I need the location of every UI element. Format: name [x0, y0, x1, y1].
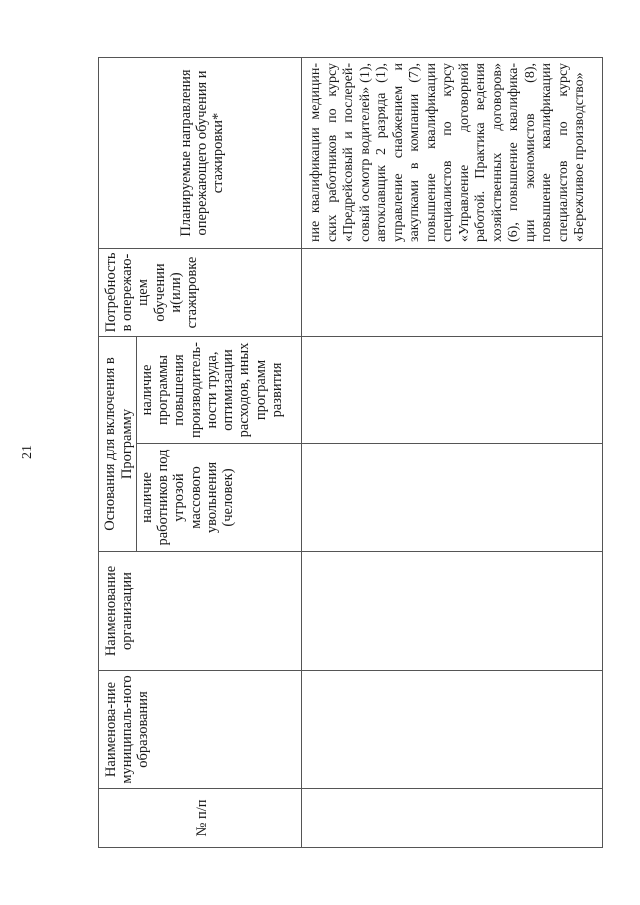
table-row	[302, 57, 603, 847]
cell-productivity-program	[302, 336, 603, 443]
cell-planned-directions: ние квалификации медицин-ских работников по курсу «Предрейсовый и послерей-совый осмотр водителей» (1), автоклавщик 2 разряда (1), управление снабжением и закупками в компании (7), повышение квалификации специалистов по курсу «Управление договорной работой. Практика ведения хозяйственных договоров» (6), повышение квалифика-ции экономистов (8), повышение квалификации специалистов по курсу «Бережливое производство»	[302, 57, 603, 248]
header-productivity-program: наличие программы повышения производитель-ности труда, оптимизации расходов, иных программ развития	[137, 336, 302, 443]
header-organization: Наименование организации	[99, 552, 302, 671]
rotated-table-container	[98, 58, 602, 848]
cell-organization	[302, 552, 603, 671]
header-planned-directions: Планируемые направления опережающего обучения и стажировки*	[99, 57, 302, 248]
header-need: Потребность в опережаю-щем обучении и(или) стажировке	[99, 248, 302, 336]
header-workers-under-threat: наличие работников под угрозой массового увольнения (человек)	[137, 444, 302, 552]
header-grounds-group: Основания для включения в Программу	[99, 336, 137, 551]
cell-workers-under-threat	[302, 444, 603, 552]
training-plan-table	[98, 57, 603, 848]
cell-number	[302, 789, 603, 848]
page-number: 21	[20, 445, 35, 459]
cell-municipality	[302, 671, 603, 789]
header-municipality: Наименова-ние муниципаль-ного образования	[99, 671, 302, 789]
header-number: № п/п	[99, 789, 302, 848]
cell-need	[302, 248, 603, 336]
